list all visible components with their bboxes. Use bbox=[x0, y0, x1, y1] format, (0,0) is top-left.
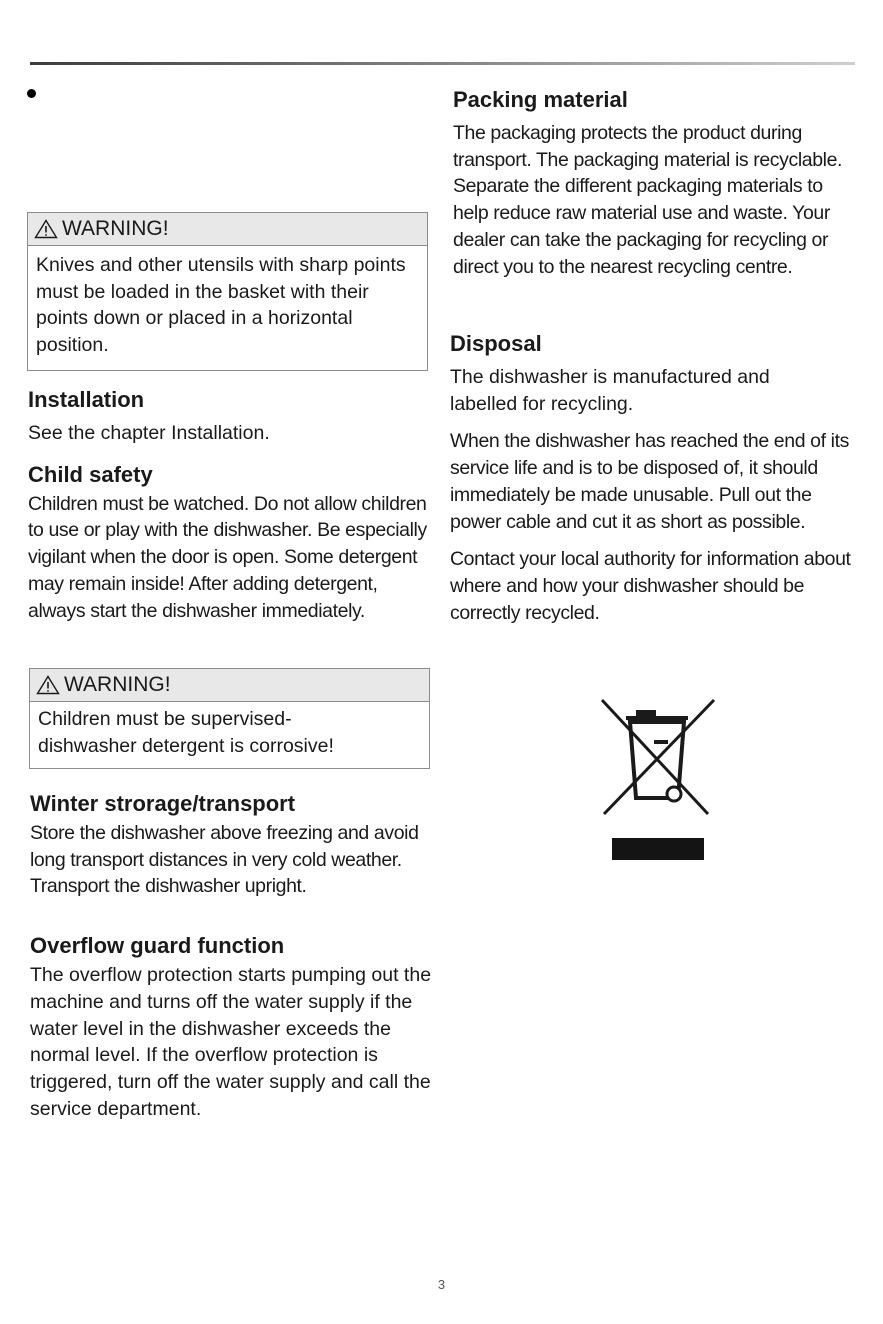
right-column bbox=[453, 86, 858, 280]
right-column-disposal bbox=[450, 330, 860, 626]
overflow-text: The overflow protection starts pumping out the machine and turns off the water supply if the water level in the dishwasher exceeds the normal level. If the overflow protection is triggered, turn off the water supply and call the service department. bbox=[30, 964, 432, 1120]
warning-triangle-icon bbox=[36, 675, 60, 695]
warning-box-knives bbox=[27, 212, 428, 371]
left-column bbox=[28, 386, 438, 624]
disposal-text-2: When the dishwasher has reached the end of its service life and is to be disposed of, it should immediately be made unusable. Pull out the power cable and cut it as short as possible. bbox=[450, 430, 849, 533]
installation-text: See the chapter Installation. bbox=[28, 422, 270, 444]
disposal-text-1: The dishwasher is manufactured and labelled for recycling. bbox=[450, 366, 770, 415]
page-number: 3 bbox=[437, 1277, 446, 1292]
disposal-text-3: Contact your local authority for information about where and how your dishwasher should be correctly recycled. bbox=[450, 548, 851, 624]
warning-box-detergent bbox=[29, 668, 430, 769]
section-heading-winter: Winter strorage/transport bbox=[30, 791, 296, 816]
section-heading-overflow: Overflow guard function bbox=[30, 933, 285, 959]
warning-text: Knives and other utensils with sharp points must be loaded in the basket with their points down or placed in a horizontal position. bbox=[36, 254, 406, 357]
warning-text: Children must be supervised- dishwasher detergent is corrosive! bbox=[38, 708, 334, 757]
warning-header bbox=[28, 213, 427, 246]
warning-header bbox=[30, 669, 429, 702]
section-heading-disposal: Disposal bbox=[450, 331, 542, 356]
section-heading-packing: Packing material bbox=[453, 87, 628, 112]
child-safety-text: Children must be watched. Do not allow children to use or play with the dishwasher. Be especially vigilant when the door is open. Some detergent may remain inside! After adding detergent, always start the dishwasher immediately. bbox=[28, 492, 427, 622]
weee-bar bbox=[612, 838, 704, 860]
packing-text: The packaging protects the product during transport. The packaging material is recyclable. Separate the different packaging materials to help reduce raw material use and waste. Your dealer can take the packaging for recycling or direct you to the nearest recycling centre. bbox=[453, 122, 843, 278]
section-heading-installation: Installation bbox=[28, 387, 145, 412]
warning-triangle-icon bbox=[34, 219, 58, 239]
winter-text: Store the dishwasher above freezing and avoid long transport distances in very cold weather. Transport the dishwasher upright. bbox=[30, 822, 419, 898]
header-rule bbox=[30, 62, 855, 65]
bullet-icon bbox=[27, 89, 36, 98]
warning-title: WARNING! bbox=[62, 217, 169, 240]
left-column-lower bbox=[30, 790, 440, 1122]
crossed-out-wheelie-bin-icon bbox=[598, 696, 718, 820]
warning-title: WARNING! bbox=[64, 673, 171, 696]
section-heading-child-safety: Child safety bbox=[28, 461, 153, 487]
